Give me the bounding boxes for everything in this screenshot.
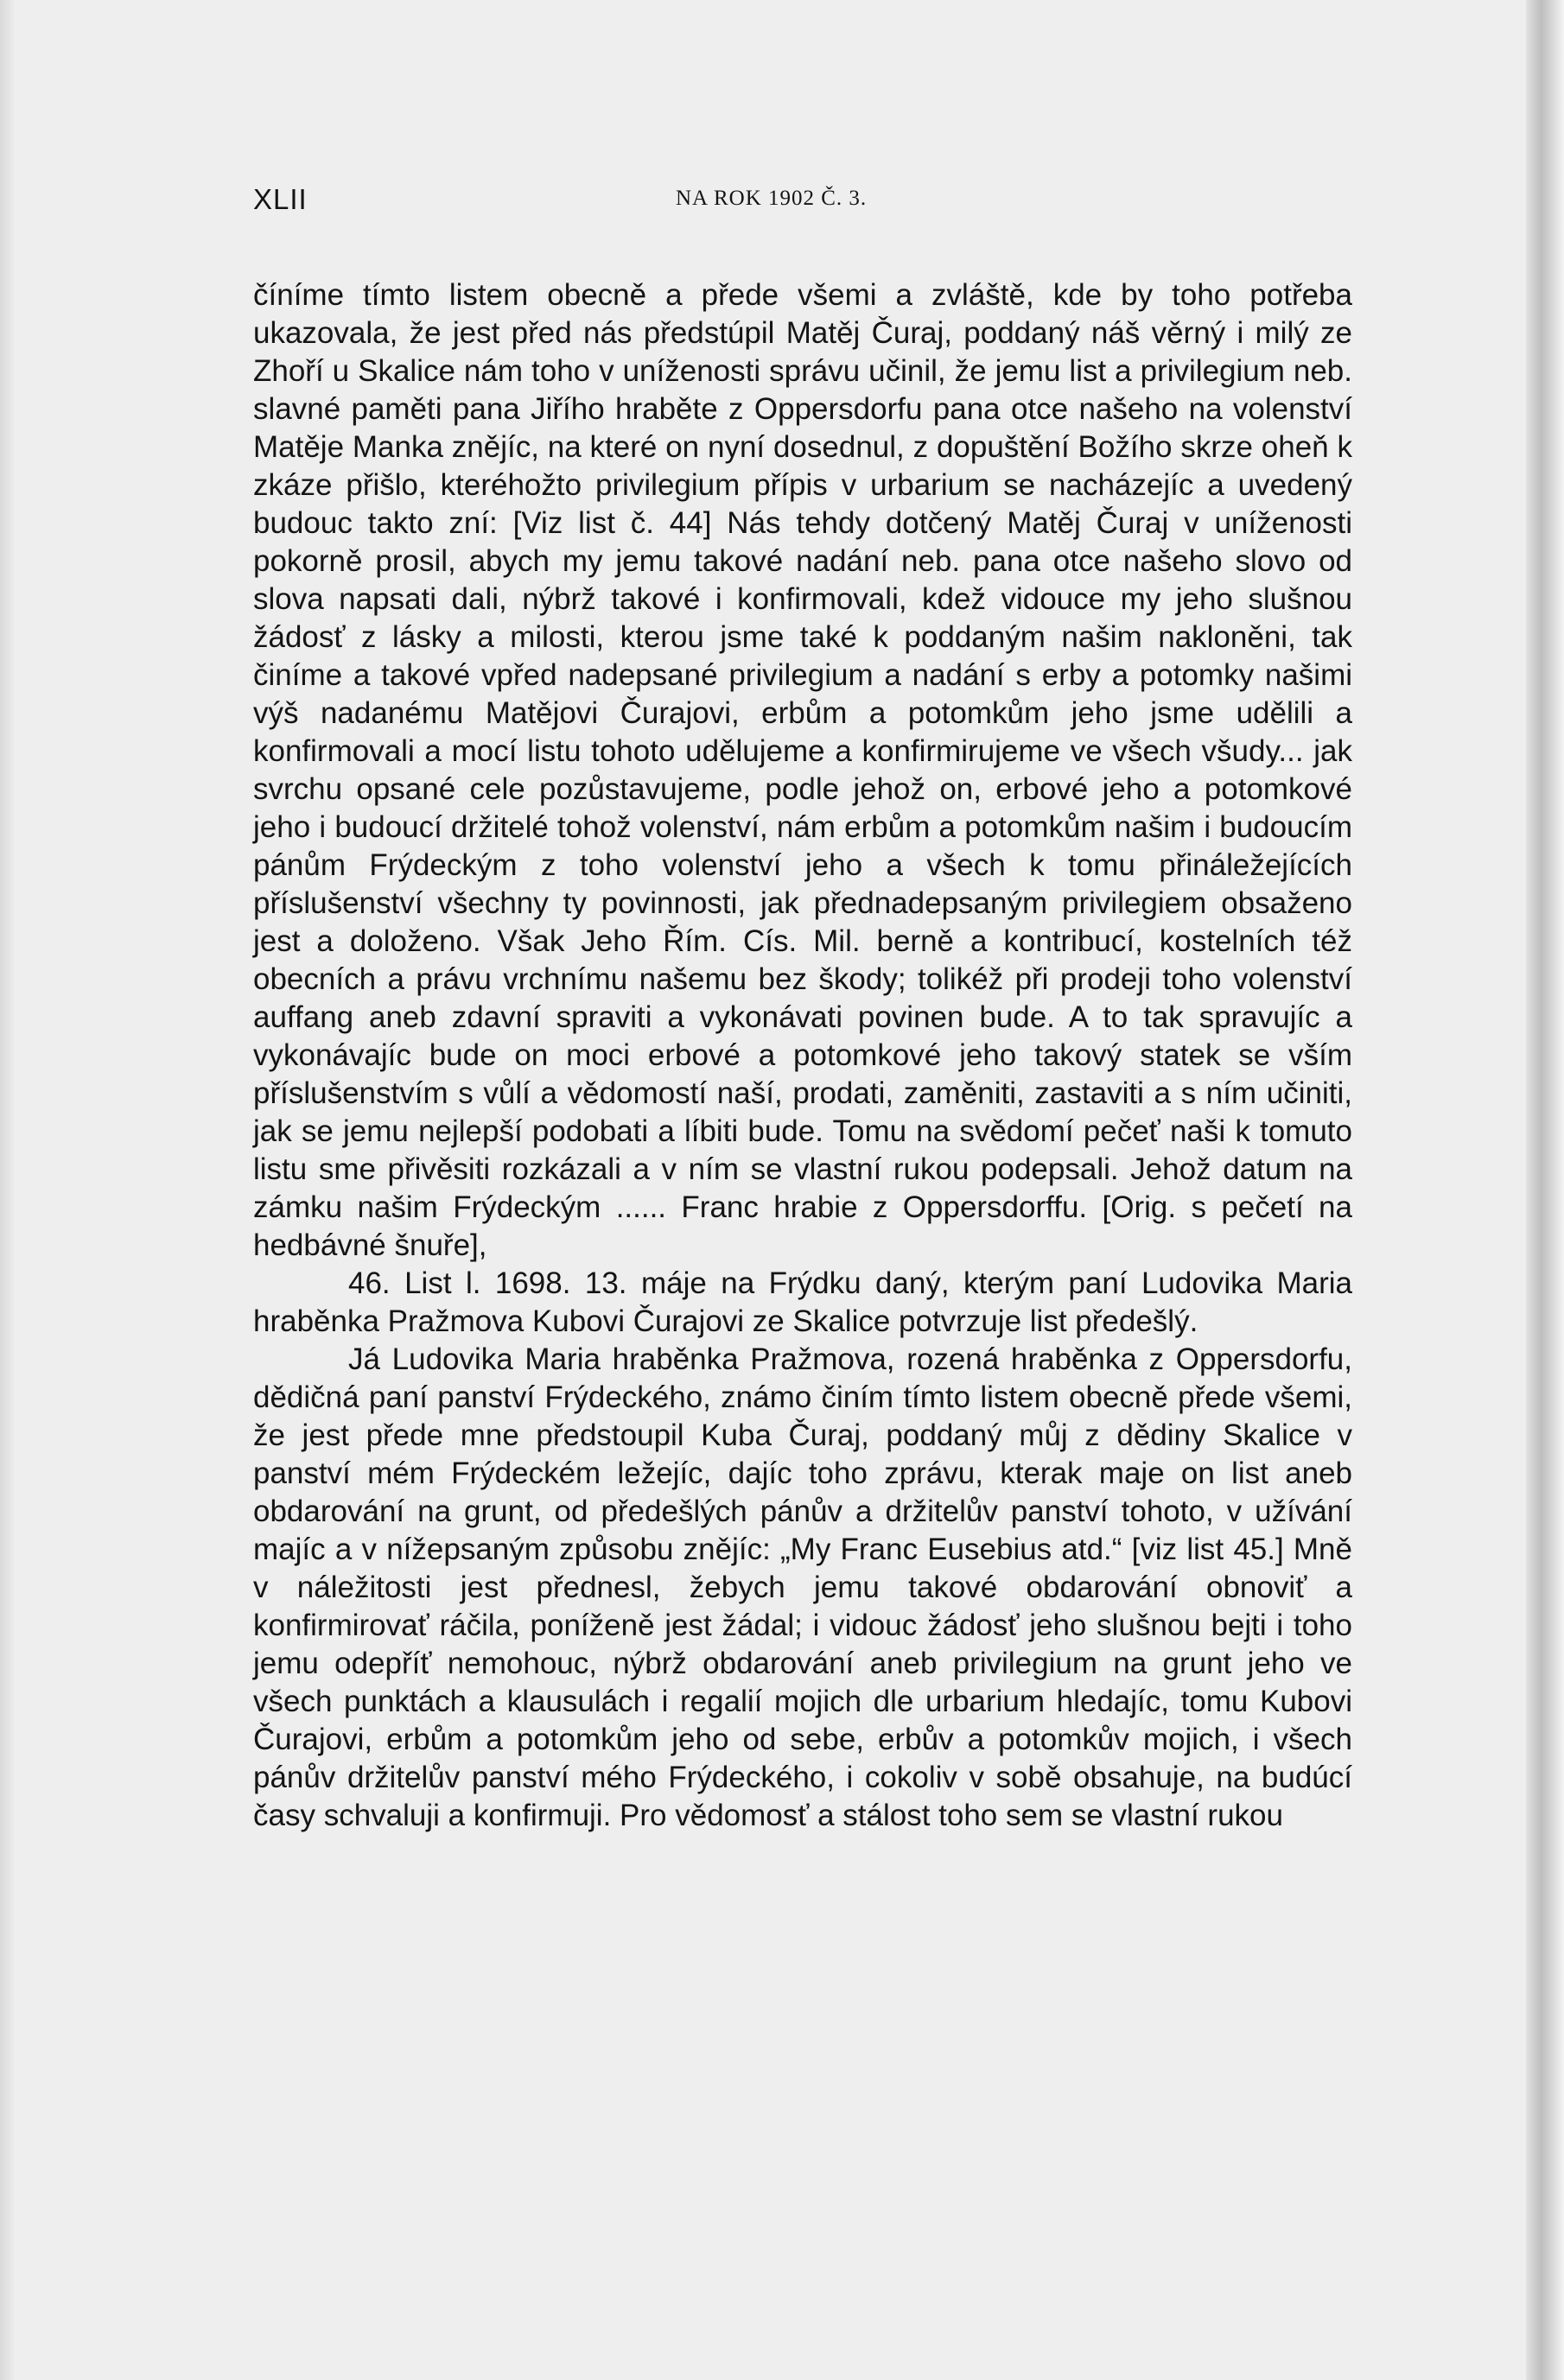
page-edge-right — [1526, 0, 1564, 2380]
paragraph-document-46-heading: 46. List l. 1698. 13. máje na Frýdku daný, kterým paní Ludovika Maria hraběnka Pražmova Kubovi Čurajovi ze Skalice potvrzuje list předešlý. — [253, 1266, 1352, 1338]
paragraph-document-46-text: Já Ludovika Maria hraběnka Pražmova, rozená hraběnka z Oppersdorfu, dědičná paní panství Frýdeckého, známo činím tímto listem obecně přede všemi, že jest přede mne předstoupil Kuba Čuraj, poddaný můj z dědiny Skalice v panství mém Frýdeckém ležejíc, dajíc toho zprávu, kterak maje on list aneb obdarování na grunt, od předešlých pánův a držitelův panství tohoto, v užívání majíc a v nížepsaným způsobu znějíc: „My Franc Eusebius atd.“ [viz list 45.] Mně v náležitosti jest přednesl, žebych jemu takové obdarování obnoviť a konfirmirovať ráčila, poníženě jest žádal; i vidouc žádosť jeho slušnou bejti i toho jemu odepříť nemohouc, nýbrž obdarování aneb privilegium na grunt jeho ve všech punktách a klausulách i regalií mojich dle urbarium hledajíc, tomu Kubovi Čurajovi, erbům a potomkům jeho od sebe, erbův a potomkův mojich, i všech pánův držitelův panství mého Frýdeckého, i cokoliv v sobě obsahuje, na budúcí časy schvaluji a konfirmuji. Pro vědomosť a stálost toho sem se vlastní rukou — [253, 1342, 1352, 1832]
running-head: NA ROK 1902 Č. 3. — [676, 187, 868, 210]
page-edge-left — [0, 0, 16, 2380]
paragraph-continuation: číníme tímto listem obecně a přede všemi a zvláště, kde by toho potřeba ukazovala, že jest před nás předstúpil Matěj Čuraj, poddaný náš věrný i milý ze Zhoří u Skalice nám toho v uníženosti správu učinil, že jemu list a privilegium neb. slavné paměti pana Jiřího hraběte z Oppersdorfu pana otce našeho na volenství Matěje Manka znějíc, na které on nyní dosednul, z dopuštění Božího skrze oheň k zkáze přišlo, kteréhožto privilegium přípis v urbarium se nacházejíc a uvedený budouc takto zní: [Viz list č. 44] Nás tehdy dotčený Matěj Čuraj v uníženosti pokorně prosil, abych my jemu takové nadání neb. pana otce našeho slovo od slova napsati dali, nýbrž takové i konfirmovali, kdež vidouce my jeho slušnou žádosť z lásky a milosti, kterou jsme také k poddaným našim nakloněni, tak činíme a takové vpřed nadepsané privilegium a nadání s erby a potomky našimi výš nadanému Matějovi Čurajovi, erbům a potomkům jeho jsme udělili a konfirmovali a mocí listu tohoto udělujeme a konfirmirujeme ve všech všudy... jak svrchu opsané cele pozůstavujeme, podle jehož on, erbové jeho a potomkové jeho i budoucí držitelé tohož volenství, nám erbům a potomkům našim i budoucím pánům Frýdeckým z toho volenství jeho a všech k tomu přináležejících příslušenství všechny ty povinnosti, jak přednadepsaným privilegiem obsaženo jest a doloženo. Však Jeho Řím. Cís. Mil. berně a kontribucí, kostelních též obecních a právu vrchnímu našemu bez škody; tolikéž při prodeji toho volenství auffang aneb zdavní spraviti a vykonávati povinen bude. A to tak spravujíc a vykonávajíc bude on moci erbové a potomkové jeho takový statek se vším příslušenstvím s vůlí a vědomostí naší, prodati, zaměniti, zastaviti a s ním učiniti, jak se jemu nejlepší podobati a líbiti bude. Tomu na svědomí pečeť naši k tomuto listu sme přivěsiti rozkázali a v ním se vlastní rukou podepsali. Jehož datum na zámku našim Frýdeckým ...... Franc hrabie z Oppersdorffu. [Orig. s pečetí na hedbávné šnuře], — [253, 278, 1352, 1262]
page-header — [253, 183, 1352, 226]
page-number: XLII — [253, 183, 308, 215]
body-text — [253, 276, 1352, 1835]
